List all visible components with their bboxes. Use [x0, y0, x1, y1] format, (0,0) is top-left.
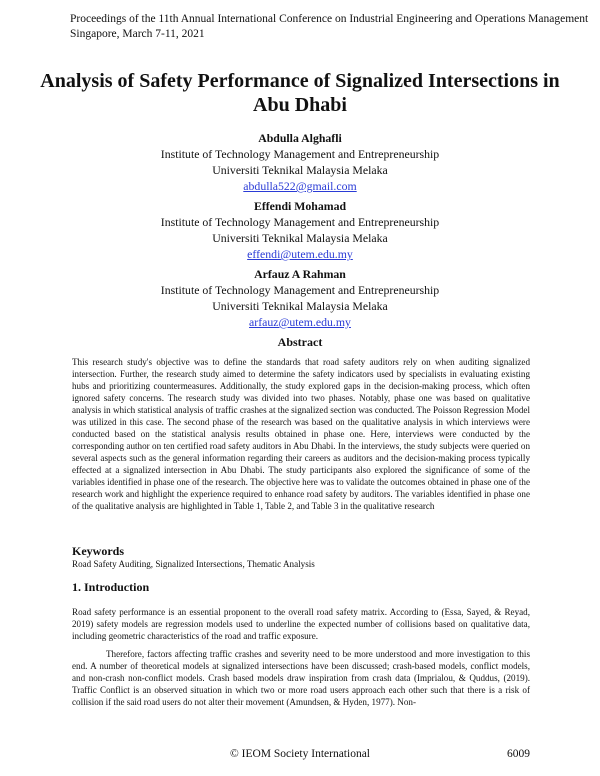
author-institute: Institute of Technology Management and Entrepreneurship: [160, 283, 440, 297]
paper-title: [40, 69, 560, 117]
author-university: Universiti Teknikal Malaysia Melaka: [212, 231, 388, 245]
author-name: Effendi Mohamad: [253, 199, 347, 213]
author-university: Universiti Teknikal Malaysia Melaka: [212, 299, 388, 313]
introduction-paragraph-1: Road safety performance is an essential proponent to the overall road safety matrix. According to (Essa, Sayed, & Reyad, 2019) safety models are regression models used to underline the expected number of collisions based on qualitative data, including geometric characteristics of the road and traffic exposure.: [72, 607, 530, 641]
keywords-heading: Keywords: [72, 544, 124, 558]
author-name: Abdulla Alghafli: [258, 131, 342, 145]
author-email-link[interactable]: abdulla522@gmail.com: [243, 179, 357, 193]
footer-copyright: © IEOM Society International: [230, 748, 370, 760]
paper-title-line-2: Abu Dhabi: [253, 94, 347, 116]
author-name: Arfauz A Rahman: [254, 267, 346, 281]
proceedings-location-date: Singapore, March 7-11, 2021: [70, 28, 205, 40]
page-number: 6009: [507, 748, 530, 760]
author-block-3: [40, 266, 560, 330]
abstract-body: This research study's objective was to define the standards that road safety auditors rely on when auditing signalized intersection. Further, the research study aimed to determine the safety indicators used by specialists in evaluating existing hubs and prioritizing countermeasures. Additionally, the study explored gaps in the decision-making process, which often ignored safety concerns. The research study was divided into two phases. Notably, phase one was based on qualitative analysis in which statistical analysis of traffic crashes at the signalized section was conducted. The Poisson Regression Model was utilized in this case. The second phase of the research was based on the qualitative analysis in which interviews were conducted based on the statistical analysis results obtained in phase one. Here, interviews were conducted by the corresponding author on ten certified road safety auditors in Abu Dhabi. In the interviews, the study subjects were queried on several aspects such as the general information regarding their careers as auditors and the decision-making process typically effected at a signalized intersection in Abu Dhabi. The study participants also explored the significance of some of the variables identified in phase one of the research. The objective here was to validate the outcomes obtained in phase one of the research work and highlight the experience required to enhance road safety by auditors. The variables identified in phase one of the qualitative analysis are highlighted in Table 1, Table 2, and Table 3 in the qualitative research: [72, 357, 530, 511]
introduction-heading: 1. Introduction: [72, 580, 150, 594]
author-institute: Institute of Technology Management and Entrepreneurship: [160, 147, 440, 161]
author-university: Universiti Teknikal Malaysia Melaka: [212, 163, 388, 177]
abstract-heading: Abstract: [277, 335, 323, 349]
introduction-paragraph-2: Therefore, factors affecting traffic crashes and severity need to be more understood and more investigation to this end. A number of theoretical models at signalized intersections have been discussed; crash-based models, conflict models, and non-crash non-conflict models. Crash based models draw inspiration from crash data (Imprialou, & Quddus, (2019). Traffic Conflict is an observed situation in which two or more road users approach each other such that there is a risk of collision if the said road users do not alter their movement (Amundsen, & Hyden, 1977). Non-: [72, 649, 530, 707]
keywords-list: Road Safety Auditing, Signalized Intersections, Thematic Analysis: [72, 559, 315, 569]
author-block-2: [40, 198, 560, 262]
author-block-1: [40, 130, 560, 194]
introduction-body: [72, 606, 530, 708]
proceedings-title: Proceedings of the 11th Annual International Conference on Industrial Engineering and Operations Management: [70, 13, 589, 25]
paper-title-line-1: Analysis of Safety Performance of Signalized Intersections in: [40, 70, 560, 92]
author-email-link[interactable]: arfauz@utem.edu.my: [249, 315, 351, 329]
author-email-link[interactable]: effendi@utem.edu.my: [247, 247, 353, 261]
author-institute: Institute of Technology Management and Entrepreneurship: [160, 215, 440, 229]
proceedings-header: [70, 12, 588, 42]
